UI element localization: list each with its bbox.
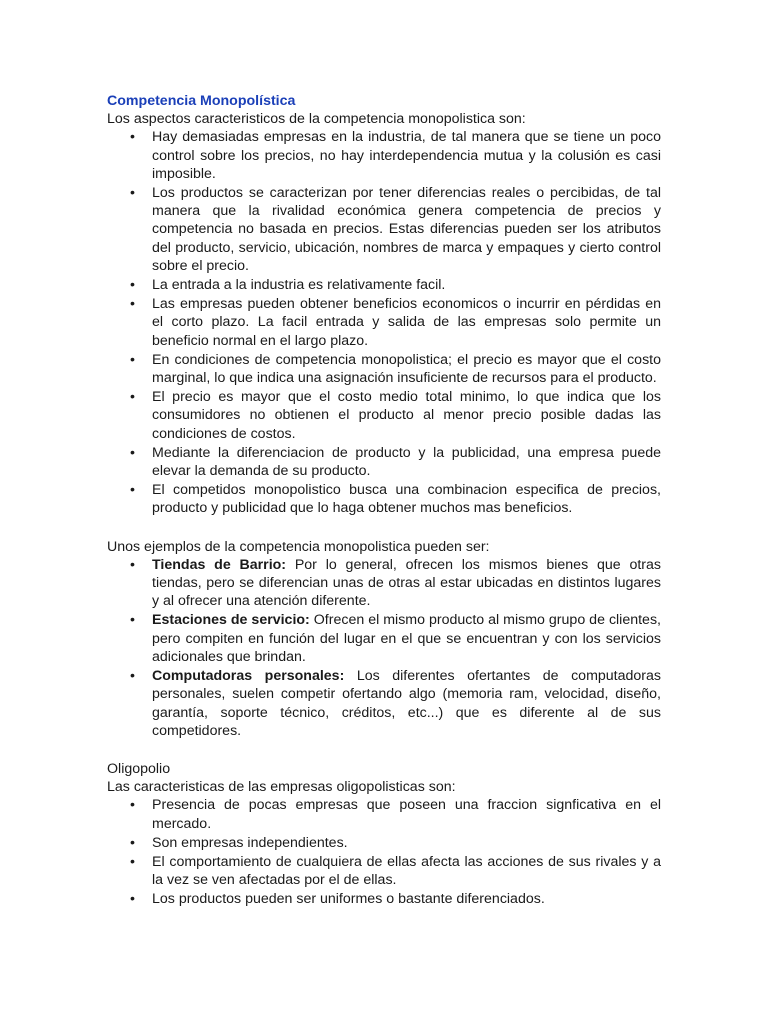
bullet-icon: •	[130, 444, 135, 461]
oligopolio-list	[107, 796, 661, 908]
list-item	[107, 667, 661, 740]
section-title-oligopolio: Oligopolio	[107, 760, 171, 777]
section-intro-oligopolio: Las caracteristicas de las empresas oligopolisticas son:	[107, 779, 456, 796]
bullet-icon: •	[130, 296, 135, 313]
paragraph-spacer	[107, 519, 661, 538]
example-term: Tiendas de Barrio:	[152, 556, 287, 573]
bullet-icon: •	[130, 834, 135, 851]
bullet-icon: •	[130, 891, 135, 908]
document-page	[107, 92, 661, 910]
example-text: Los diferentes ofertantes de computadoras personales, suelen competir ofertando algo (memoria ram, velocidad, diseño, garantía, soporte técnico, créditos, etc...) que es diferente al de sus competidores.	[152, 668, 661, 739]
section-title-competencia: Competencia Monopolística	[107, 93, 296, 109]
bullet-icon: •	[130, 129, 135, 146]
example-term: Computadoras personales:	[152, 668, 345, 685]
bullet-icon: •	[130, 797, 135, 814]
list-item: • El comportamiento de cualquiera de ellas afecta las acciones de sus rivales y a la vez se ven afectadas por el de ellas.	[130, 853, 661, 889]
bullet-icon: •	[130, 185, 135, 202]
list-item: • En condiciones de competencia monopolistica; el precio es mayor que el costo marginal, lo que indica una asignación insuficiente de recursos para el producto.	[130, 351, 661, 387]
list-item: • Los productos se caracterizan por tener diferencias reales o percibidas, de tal manera que la rivalidad económica genera competencia de precios y competencia no basada en precios. Estas diferencias pueden ser los atributos del producto, servicio, ubicación, nombres de marca y empaques y cierto control sobre el precio.	[130, 185, 661, 274]
list-item: • Son empresas independientes.	[130, 834, 348, 851]
list-item: • Los productos pueden ser uniformes o bastante diferenciados.	[130, 891, 545, 908]
example-text: Por lo general, ofrecen los mismos bienes que otras tiendas, pero se diferencian unas de otras al estar ubicadas en distintos lugares y al ofrecer una atención diferente.	[152, 556, 661, 610]
list-item: • El precio es mayor que el costo medio total minimo, lo que indica que los consumidores no obtienen el producto al menor precio posible dadas las condiciones de costos.	[130, 389, 661, 442]
characteristics-list	[107, 128, 661, 517]
bullet-icon: •	[130, 482, 135, 499]
example-text: Ofrecen el mismo producto al mismo grupo de clientes, pero compiten en función del lugar en el que se encuentran y con los servicios adicionales que brindan.	[152, 612, 661, 665]
list-item	[107, 611, 661, 666]
list-item: • La entrada a la industria es relativamente facil.	[130, 277, 446, 294]
list-item: • El competidos monopolistico busca una combinacion especifica de precios, producto y publicidad que lo haga obtener muchos mas beneficios.	[130, 482, 661, 517]
bullet-icon: •	[130, 612, 135, 629]
bullet-icon: •	[130, 351, 135, 368]
bullet-icon: •	[130, 389, 135, 406]
section-intro-competencia: Los aspectos caracteristicos de la competencia monopolistica son:	[107, 111, 526, 128]
section-intro-ejemplos: Unos ejemplos de la competencia monopolistica pueden ser:	[107, 538, 490, 555]
bullet-icon: •	[130, 668, 135, 685]
examples-list	[107, 556, 661, 740]
bullet-icon: •	[130, 853, 135, 870]
bullet-icon: •	[130, 556, 135, 573]
bullet-icon: •	[130, 277, 135, 294]
example-term: Estaciones de servicio:	[152, 612, 310, 629]
paragraph-spacer	[107, 741, 661, 760]
list-item: • Presencia de pocas empresas que poseen una fraccion signficativa en el mercado.	[130, 797, 661, 832]
list-item: • Hay demasiadas empresas en la industria, de tal manera que se tiene un poco control sobre los precios, no hay interdependencia mutua y la colusión es casi imposible.	[130, 129, 661, 182]
list-item	[107, 556, 661, 611]
list-item: • Las empresas pueden obtener beneficios economicos o incurrir en pérdidas en el corto plazo. La facil entrada y salida de las empresas solo permite un beneficio normal en el largo plazo.	[130, 296, 661, 349]
list-item: • Mediante la diferenciacion de producto y la publicidad, una empresa puede elevar la demanda de su producto.	[130, 444, 661, 480]
